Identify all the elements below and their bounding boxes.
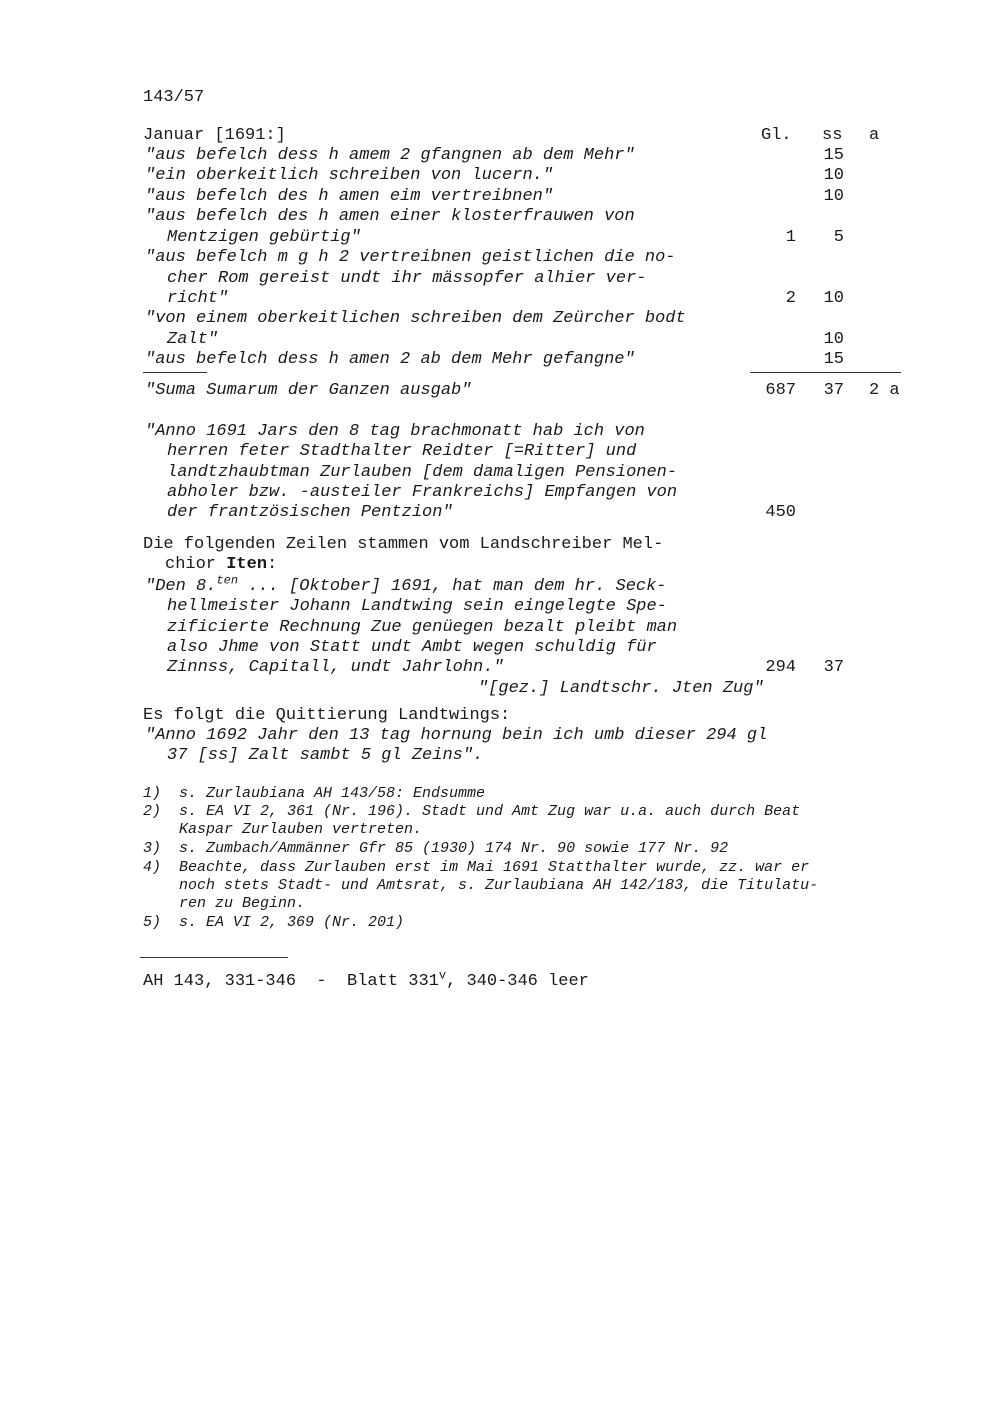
- entry-line: "ein oberkeitlich schreiben von lucern.": [145, 166, 554, 185]
- anno-gl: 450: [765, 503, 796, 522]
- iten-line: [145, 573, 667, 597]
- entry-ss: 10: [823, 289, 844, 308]
- footnote-number: 4): [143, 859, 162, 876]
- total-label: "Suma Sumarum der Ganzen ausgab": [145, 381, 472, 400]
- entry-ss: 15: [823, 350, 844, 369]
- note-intro-line: [165, 555, 277, 575]
- footer-separator: [140, 957, 288, 958]
- entry-ss: 10: [823, 187, 844, 206]
- footnote-text: ren zu Beginn.: [179, 895, 306, 912]
- entry-line: "von einem oberkeitlichen schreiben dem Zeürcher bodt: [145, 309, 686, 328]
- footnote-text: s. EA VI 2, 361 (Nr. 196). Stadt und Amt Zug war u.a. auch durch Beat: [179, 803, 801, 820]
- page-reference: 143/57: [143, 88, 205, 107]
- entry-line: richt": [167, 289, 229, 308]
- quittierung-line: 37 [ss] Zalt sambt 5 gl Zeins".: [167, 746, 484, 765]
- iten-gl: 294: [765, 658, 796, 677]
- signature: "[gez.] Landtschr. Jten Zug": [478, 679, 764, 698]
- footnote-text: noch stets Stadt- und Amtsrat, s. Zurlaubiana AH 142/183, die Titulatu-: [179, 877, 819, 894]
- entry-ss: 15: [823, 146, 844, 165]
- source-superscript: v: [438, 968, 447, 983]
- entry-ss: 10: [823, 166, 844, 185]
- source-text: AH 143, 331-346 - Blatt 331: [143, 972, 439, 991]
- entry-line: Zalt": [167, 330, 219, 349]
- note-intro-text: chior: [165, 555, 227, 574]
- source-line: [143, 968, 589, 992]
- entry-ss: 10: [823, 330, 844, 349]
- quittierung-line: "Anno 1692 Jahr den 13 tag hornung bein ich umb dieser 294 gl: [145, 726, 768, 745]
- footnote-number: 3): [143, 840, 162, 857]
- footnote-text: s. Zumbach/Ammänner Gfr 85 (1930) 174 Nr. 90 sowie 177 Nr. 92: [179, 840, 729, 857]
- iten-text: ... [Oktober] 1691, hat man dem hr. Seck-: [238, 577, 667, 596]
- entry-line: "aus befelch dess h amem 2 gfangnen ab dem Mehr": [145, 146, 635, 165]
- entry-gl: 2: [785, 289, 796, 308]
- column-header-ss: ss: [822, 126, 843, 145]
- iten-superscript: ten: [216, 573, 239, 588]
- total-gl: 687: [765, 381, 796, 400]
- quittierung-intro: Es folgt die Quittierung Landtwings:: [143, 706, 511, 725]
- footnote-number: 5): [143, 914, 162, 931]
- anno-line: herren feter Stadthalter Reidter [=Ritter] und: [167, 442, 637, 461]
- footnote-number: 2): [143, 803, 162, 820]
- iten-line: hellmeister Johann Landtwing sein eingelegte Spe-: [167, 597, 667, 616]
- footnote-text: s. EA VI 2, 369 (Nr. 201): [179, 914, 405, 931]
- anno-line: abholer bzw. -austeiler Frankreichs] Empfangen von: [167, 483, 678, 502]
- entry-line: Mentzigen gebürtig": [167, 228, 361, 247]
- footnote-text: Kaspar Zurlauben vertreten.: [179, 821, 423, 838]
- anno-line: landtzhaubtman Zurlauben [dem damaligen Pensionen-: [167, 463, 678, 482]
- entry-line: "aus befelch dess h amen 2 ab dem Mehr gefangne": [145, 350, 635, 369]
- subtotal-rule-right: [750, 372, 901, 373]
- iten-line: Zinnss, Capitall, undt Jahrlohn.": [167, 658, 504, 677]
- subtotal-rule-left: [143, 372, 207, 373]
- entry-line: "aus befelch des h amen eim vertreibnen": [145, 187, 554, 206]
- anno-line: "Anno 1691 Jars den 8 tag brachmonatt hab ich von: [145, 422, 645, 441]
- iten-text: "Den 8.: [145, 577, 217, 596]
- footnote-text: Beachte, dass Zurlauben erst im Mai 1691 Statthalter wurde, zz. war er: [179, 859, 810, 876]
- source-text: , 340-346 leer: [446, 972, 589, 991]
- entry-line: "aus befelch des h amen einer klosterfrauwen von: [145, 207, 635, 226]
- total-ss: 37: [823, 381, 844, 400]
- entry-gl: 1: [785, 228, 796, 247]
- column-header-a: a: [869, 126, 880, 145]
- footnote-number: 1): [143, 785, 162, 802]
- entry-line: "aus befelch m g h 2 vertreibnen geistlichen die no-: [145, 248, 676, 267]
- note-intro-line: Die folgenden Zeilen stammen vom Landschreiber Mel-: [143, 535, 664, 554]
- note-intro-colon: :: [267, 555, 278, 574]
- scribe-name: Iten: [226, 555, 268, 574]
- total-a: 2 a: [869, 381, 900, 400]
- iten-ss: 37: [823, 658, 844, 677]
- entry-line: cher Rom gereist undt ihr mässopfer alhier ver-: [167, 269, 647, 288]
- anno-line: der frantzösischen Pentzion": [167, 503, 453, 522]
- month-heading: Januar [1691:]: [143, 126, 286, 145]
- entry-ss: 5: [833, 228, 844, 247]
- iten-line: zificierte Rechnung Zue genüegen bezalt pleibt man: [167, 618, 678, 637]
- iten-line: also Jhme von Statt undt Ambt wegen schuldig für: [167, 638, 657, 657]
- column-header-gl: Gl.: [761, 126, 792, 145]
- footnote-text: s. Zurlaubiana AH 143/58: Endsumme: [179, 785, 486, 802]
